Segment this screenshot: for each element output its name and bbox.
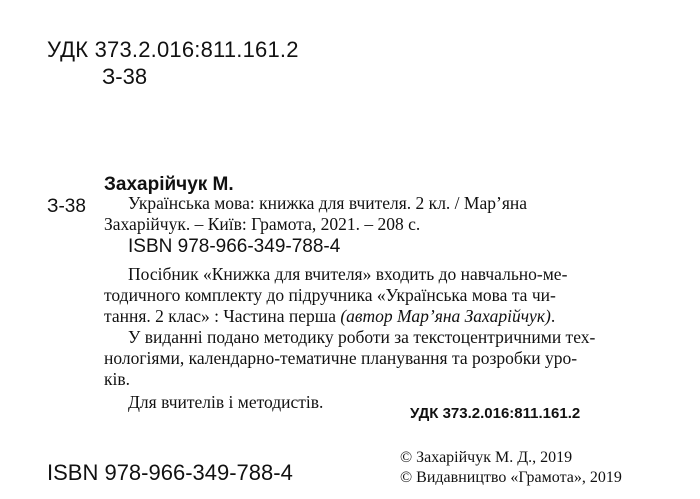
copyright-publisher: © Видавництво «Грамота», 2019 bbox=[400, 469, 622, 486]
isbn-middle: ISBN 978-966-349-788-4 bbox=[128, 236, 341, 257]
udk-code-top: УДК 373.2.016:811.161.2 bbox=[47, 37, 299, 62]
author-name: Захарійчук М. bbox=[104, 174, 234, 195]
title-line-2: Захарійчук. – Київ: Грамота, 2021. – 208 с. bbox=[104, 214, 421, 234]
copyright-author: © Захарійчук М. Д., 2019 bbox=[400, 449, 573, 466]
annotation-line-6: ків. bbox=[104, 369, 131, 389]
annotation-line-3-text: тання. 2 клас» : Частина перша bbox=[104, 306, 341, 326]
annotation-line-3-end: . bbox=[550, 306, 556, 326]
annotation-line-2: тодичного комплекту до підручника «Українська мова та чи- bbox=[104, 285, 556, 305]
annotation-line-3 bbox=[104, 306, 555, 327]
annotation-line-5: нологіями, календарно-тематичне планування та розробки уро- bbox=[104, 348, 578, 368]
classification-code-top: З-38 bbox=[102, 64, 148, 89]
classification-code-side: З-38 bbox=[47, 196, 86, 217]
annotation-line-1: Посібник «Книжка для вчителя» входить до навчально-ме- bbox=[128, 264, 568, 284]
isbn-bottom: ISBN 978-966-349-788-4 bbox=[47, 460, 293, 485]
title-line-1: Українська мова: книжка для вчителя. 2 кл. / Мар’яна bbox=[128, 193, 527, 213]
udk-code-bottom: УДК 373.2.016:811.161.2 bbox=[410, 405, 581, 422]
target-audience: Для вчителів і методистів. bbox=[128, 392, 324, 412]
annotation-line-4: У виданні подано методику роботи за текстоцентричними тех- bbox=[128, 327, 596, 347]
annotation-line-3-author: (автор Мар’яна Захарійчук) bbox=[340, 306, 551, 326]
